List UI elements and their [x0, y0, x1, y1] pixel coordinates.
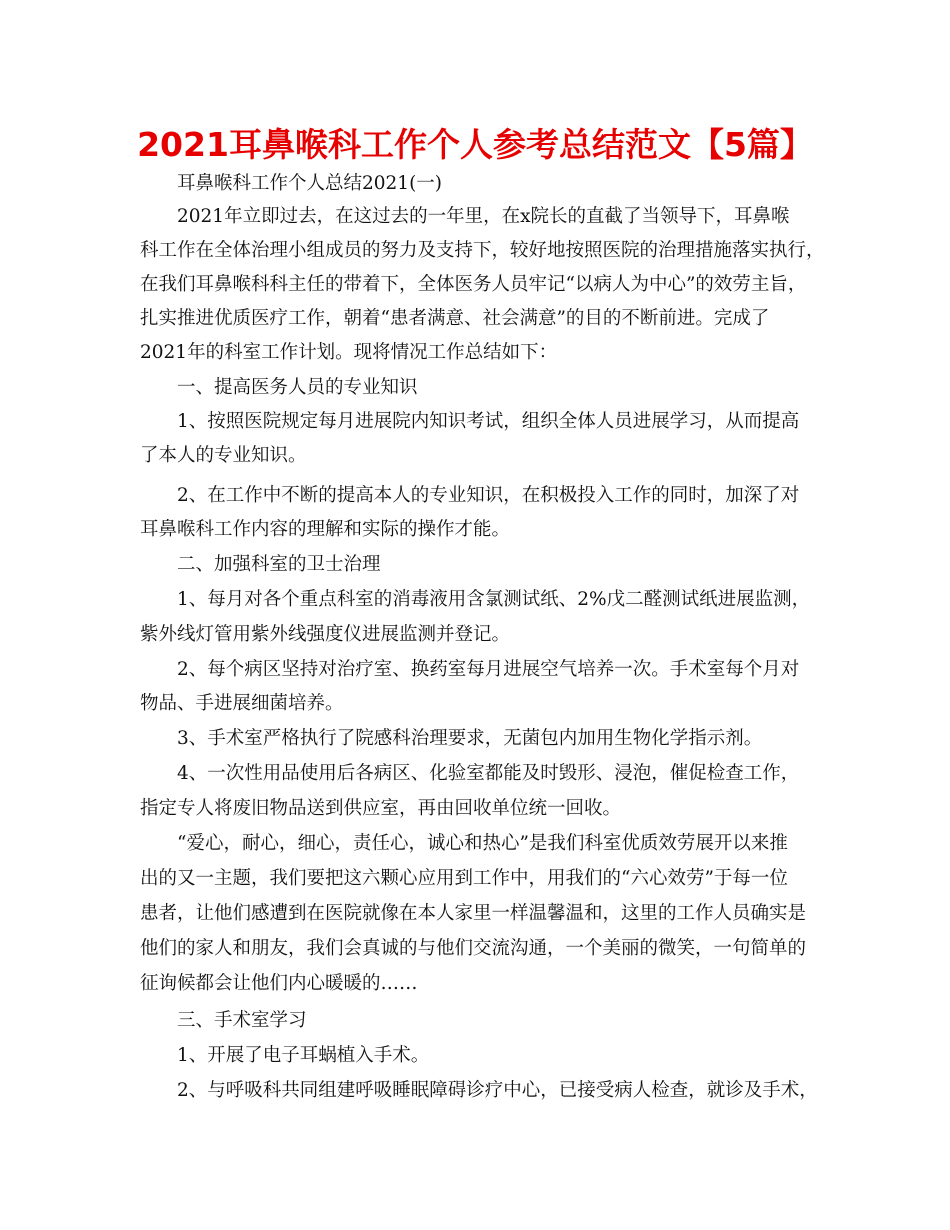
paragraph-line: “爱心，耐心，细心，责任心，诚心和热心”是我们科室优质效劳展开以来推	[177, 833, 788, 854]
document-body	[140, 0, 825, 1230]
paragraph-line: 他们的家人和朋友，我们会真诚的与他们交流沟通，一个美丽的微笑，一句简单的	[140, 938, 807, 959]
section-heading: 一、提高医务人员的专业知识	[177, 377, 418, 398]
paragraph-line: 3、手术室严格执行了院感科治理要求，无菌包内加用生物化学指示剂。	[177, 728, 763, 749]
paragraph-line: 物品、手进展细菌培养。	[140, 693, 344, 714]
paragraph-line: 2、每个病区坚持对治疗室、换药室每月进展空气培养一次。手术室每个月对	[177, 659, 800, 680]
paragraph-line: 出的又一主题，我们要把这六颗心应用到工作中，用我们的“六心效劳”于每一位	[140, 868, 788, 889]
paragraph-line: 1、按照医院规定每月进展院内知识考试，组织全体人员进展学习，从而提高	[177, 411, 800, 432]
paragraph-line: 在我们耳鼻喉科科主任的带着下，全体医务人员牢记“以病人为中心”的效劳主旨，	[140, 274, 807, 295]
paragraph-line: 耳鼻喉科工作内容的理解和实际的操作才能。	[140, 519, 511, 540]
paragraph-line: 紫外线灯管用紫外线强度仪进展监测并登记。	[140, 624, 511, 645]
section-subtitle: 耳鼻喉科工作个人总结2021(一)	[177, 173, 443, 194]
document-title: 2021耳鼻喉科工作个人参考总结范文【5篇】	[137, 125, 813, 164]
paragraph-line: 1、开展了电子耳蜗植入手术。	[177, 1045, 430, 1066]
paragraph-line: 扎实推进优质医疗工作，朝着“患者满意、社会满意”的目的不断前进。完成了	[140, 308, 770, 329]
paragraph-line: 2、与呼吸科共同组建呼吸睡眠障碍诊疗中心，已接受病人检查，就诊及手术，	[177, 1080, 818, 1101]
paragraph-line: 了本人的专业知识。	[140, 445, 307, 466]
section-heading: 二、加强科室的卫士治理	[177, 554, 381, 575]
paragraph-line: 2、在工作中不断的提高本人的专业知识，在积极投入工作的同时，加深了对	[177, 485, 800, 506]
paragraph-line: 2021年的科室工作计划。现将情况工作总结如下：	[140, 342, 558, 363]
paragraph-line: 2021年立即过去，在这过去的一年里，在x院长的直截了当领导下，耳鼻喉	[177, 206, 790, 227]
paragraph-line: 4、一次性用品使用后各病区、化验室都能及时毁形、浸泡，催促检查工作，	[177, 763, 800, 784]
paragraph-line: 患者，让他们感遭到在医院就像在本人家里一样温馨温和，这里的工作人员确实是	[140, 903, 807, 924]
paragraph-line: 指定专人将废旧物品送到供应室，再由回收单位统一回收。	[140, 798, 622, 819]
paragraph-line: 征询候都会让他们内心暖暖的……	[140, 973, 418, 994]
paragraph-line: 科工作在全体治理小组成员的努力及支持下，较好地按照医院的治理措施落实执行，	[140, 240, 825, 261]
section-heading: 三、手术室学习	[177, 1010, 307, 1031]
paragraph-line: 1、每月对各个重点科室的消毒液用含氯测试纸、2%戊二醛测试纸进展监测，	[177, 589, 811, 610]
